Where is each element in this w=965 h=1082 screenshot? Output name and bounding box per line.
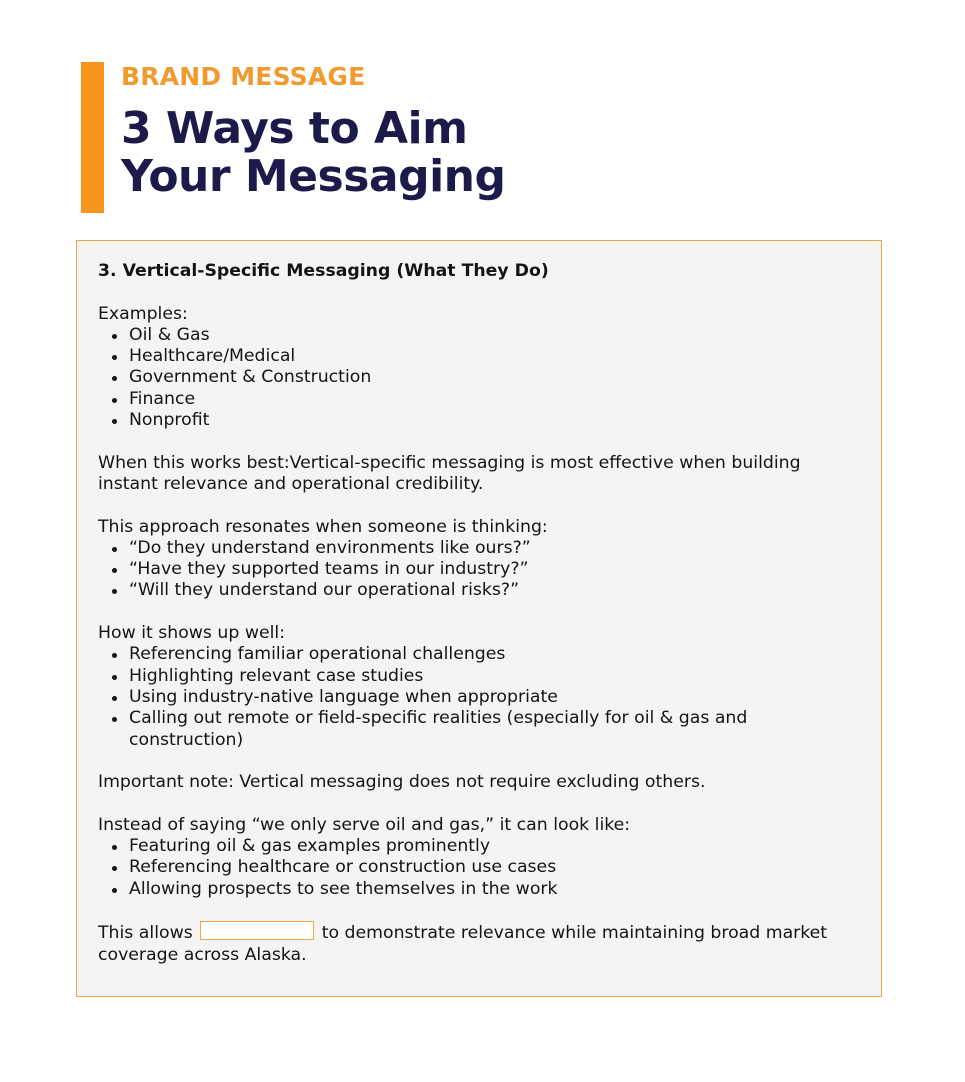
- examples-label: Examples:: [98, 303, 188, 324]
- list-item: Using industry-native language when appropriate: [98, 687, 861, 708]
- closing-text-end: to demonstrate relevance while maintaining broad market coverage across Alaska.: [98, 923, 828, 965]
- instead-section: [98, 815, 861, 900]
- list-item: Referencing healthcare or construction use cases: [98, 857, 861, 878]
- examples-section: [98, 304, 861, 432]
- shows-up-label: How it shows up well:: [98, 623, 286, 644]
- resonates-list: [98, 538, 861, 602]
- list-item: Finance: [98, 389, 861, 410]
- instead-list: [98, 836, 861, 900]
- list-item: “Have they supported teams in our industry?”: [98, 559, 861, 580]
- closing-text-start: This allows: [98, 923, 193, 944]
- list-item: Referencing familiar operational challenges: [98, 644, 861, 665]
- page-title: [121, 105, 506, 201]
- list-item: “Do they understand environments like ours?”: [98, 538, 861, 559]
- list-item: Allowing prospects to see themselves in the work: [98, 879, 861, 900]
- shows-up-list: [98, 644, 861, 750]
- page-title-line-1: 3 Ways to Aim: [121, 103, 468, 154]
- list-item: “Will they understand our operational risks?”: [98, 580, 861, 601]
- list-item: Government & Construction: [98, 367, 861, 388]
- list-item: Featuring oil & gas examples prominently: [98, 836, 861, 857]
- accent-bar: [81, 62, 104, 213]
- works-best-section: [98, 453, 861, 496]
- examples-list: [98, 325, 861, 431]
- important-note: Important note: Vertical messaging does not require excluding others.: [98, 772, 706, 793]
- redaction-box: [200, 921, 314, 940]
- list-item: Oil & Gas: [98, 325, 861, 346]
- list-item: Healthcare/Medical: [98, 346, 861, 367]
- resonates-label: This approach resonates when someone is thinking:: [98, 516, 548, 537]
- list-item: Highlighting relevant case studies: [98, 666, 861, 687]
- important-note-section: [98, 772, 861, 793]
- instead-label: Instead of saying “we only serve oil and gas,” it can look like:: [98, 814, 631, 835]
- card-heading: 3. Vertical-Specific Messaging (What They Do): [98, 261, 549, 281]
- page-title-line-2: Your Messaging: [121, 151, 506, 202]
- resonates-section: [98, 517, 861, 602]
- content-card: [76, 240, 882, 997]
- shows-up-section: [98, 623, 861, 751]
- eyebrow-label: BRAND MESSAGE: [121, 62, 366, 91]
- list-item: Nonprofit: [98, 410, 861, 431]
- closing-paragraph: [98, 921, 861, 966]
- works-best-text: When this works best:Vertical-specific messaging is most effective when building instant relevance and operational credibility.: [98, 452, 801, 494]
- list-item: Calling out remote or field-specific realities (especially for oil & gas and construction): [98, 708, 861, 751]
